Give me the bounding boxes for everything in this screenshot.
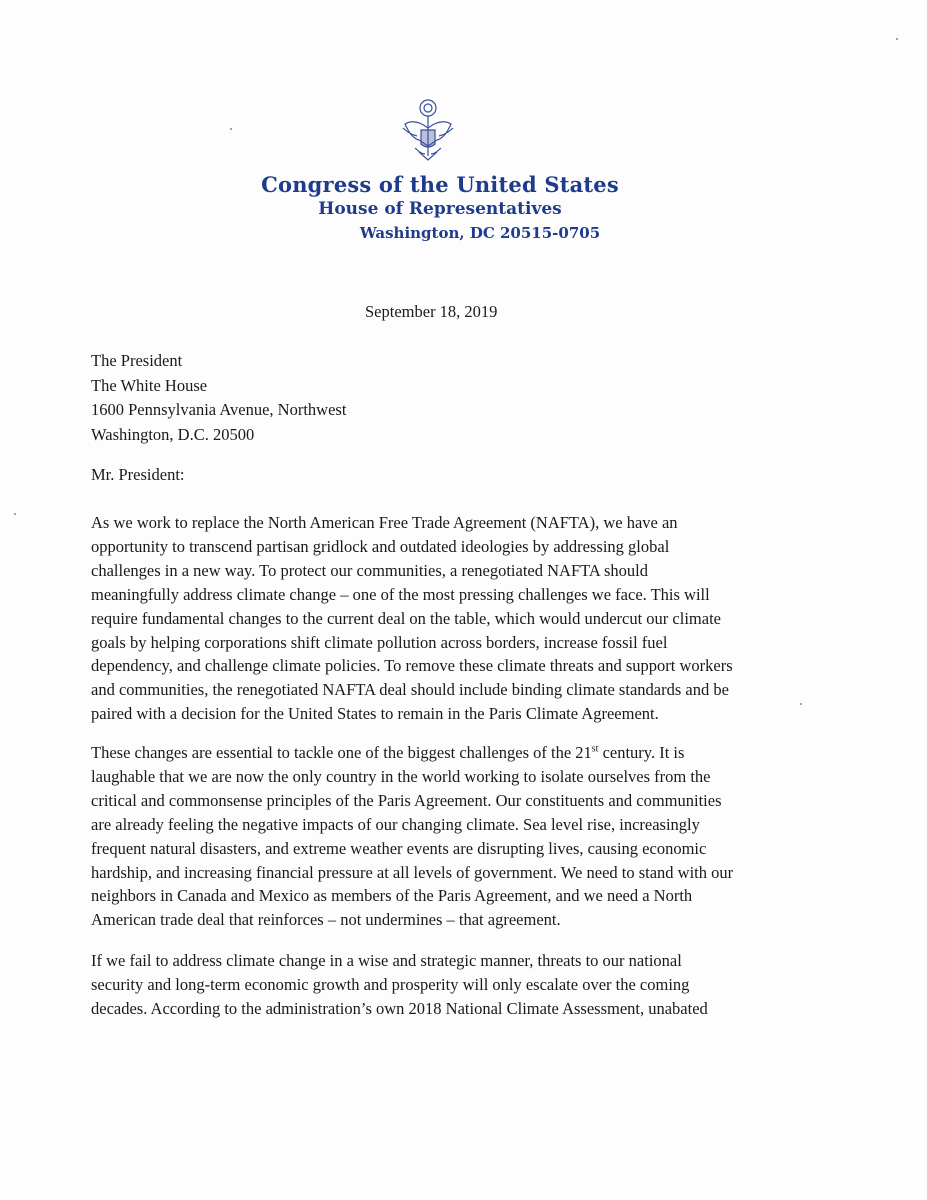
text-line: opportunity to transcend partisan gridlock and outdated ideologies by addressing global (91, 536, 670, 556)
text-line: neighbors in Canada and Mexico as members of the Paris Agreement, and we need a North (91, 886, 693, 906)
text-line: frequent natural disasters, and extreme weather events are disrupting lives, causing economic (91, 838, 707, 858)
text-segment: century. It is (598, 743, 685, 762)
salutation: Mr. President: (91, 465, 185, 484)
text-line: goals by helping corporations shift climate pollution across borders, increase fossil fuel (91, 632, 668, 652)
text-segment: These changes are essential to tackle one of the biggest challenges of the 21 (91, 743, 592, 762)
recipient-line: 1600 Pennsylvania Avenue, Northwest (91, 400, 347, 419)
text-line: challenges in a new way. To protect our communities, a renegotiated NAFTA should (91, 560, 649, 580)
text-line: paired with a decision for the United States to remain in the Paris Climate Agreement. (91, 704, 659, 724)
letterhead-address: Washington, DC 20515-0705 (359, 224, 601, 242)
text-line: hardship, and increasing financial pressure at all levels of government. We need to stand with our (91, 862, 734, 882)
scan-speck (896, 38, 898, 40)
text-line: meaningfully address climate change – one of the most pressing challenges we face. This will (91, 584, 710, 604)
superscript: st (591, 743, 599, 755)
scan-speck (14, 513, 16, 515)
great-seal-icon (397, 98, 459, 164)
text-line: dependency, and challenge climate policies. To remove these climate threats and support workers (91, 656, 733, 676)
body-paragraph-1 (91, 511, 839, 726)
letterhead-subtitle: House of Representatives (318, 199, 562, 219)
text-line: security and long-term economic growth and prosperity will only escalate over the coming (91, 974, 690, 994)
text-line: As we work to replace the North American Free Trade Agreement (NAFTA), we have an (91, 513, 678, 532)
recipient-address (91, 349, 346, 447)
text-line: are already feeling the negative impacts of our changing climate. Sea level rise, increasingly (91, 814, 700, 834)
scan-speck (800, 703, 802, 705)
text-line: critical and commonsense principles of the Paris Agreement. Our constituents and communities (91, 790, 722, 810)
text-line: If we fail to address climate change in a wise and strategic manner, threats to our national (91, 951, 682, 970)
scan-speck (230, 128, 232, 130)
text-line: American trade deal that reinforces – not undermines – that agreement. (91, 910, 561, 930)
text-line: and communities, the renegotiated NAFTA deal should include binding climate standards and be (91, 680, 729, 700)
body-paragraph-2 (91, 741, 839, 932)
letter-date: September 18, 2019 (365, 302, 498, 321)
recipient-line: The President (91, 351, 183, 370)
recipient-line: Washington, D.C. 20500 (91, 424, 255, 444)
recipient-line: The White House (91, 375, 208, 395)
body-paragraph-3 (91, 949, 839, 1021)
text-line: decades. According to the administration’s own 2018 National Climate Assessment, unabated (91, 998, 708, 1018)
text-line (91, 741, 839, 765)
text-line: require fundamental changes to the current deal on the table, which would undercut our climate (91, 608, 721, 628)
text-line: laughable that we are now the only country in the world working to isolate ourselves from the (91, 766, 711, 786)
letterhead-title: Congress of the United States (261, 172, 619, 197)
